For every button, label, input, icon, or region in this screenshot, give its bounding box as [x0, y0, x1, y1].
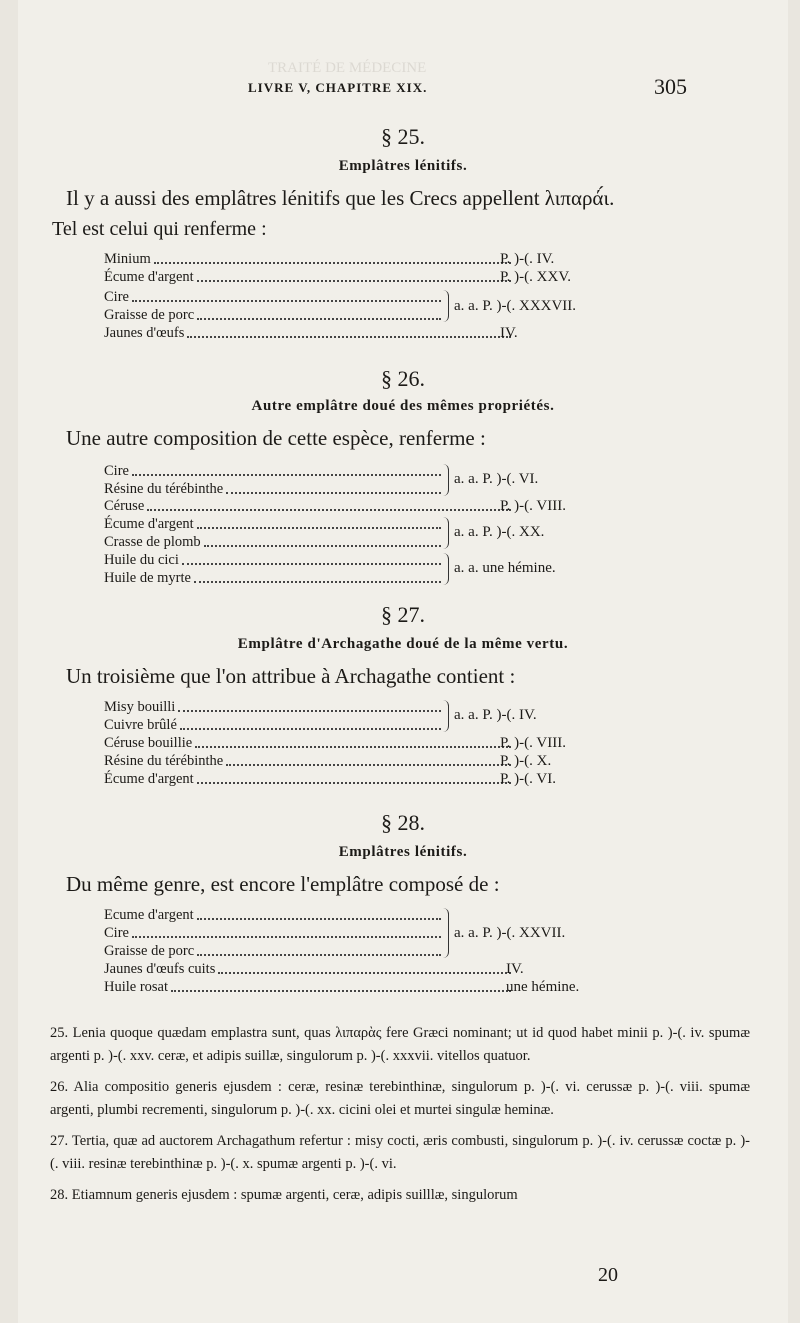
ingredient-quantity: P. )-(. X.	[500, 753, 552, 769]
ingredient-name: Cire	[104, 289, 129, 305]
latin-note: 26. Alia compositio generis ejusdem : ceræ, resinæ terebinthinæ, singulorum p. )-(. vi. cerussæ p. )-(. viii. spumæ argenti, plumbi recrementi, singulorum p. )-(. xx. cicini olei et murtei singulæ heminæ.	[50, 1079, 750, 1118]
ingredient-row	[104, 515, 444, 533]
ingredient-name: Huile du cici	[104, 552, 179, 568]
section-number: § 28.	[381, 810, 425, 835]
latin-note: 28. Etiamnum generis ejusdem : spumæ argenti, ceræ, adipis suilllæ, singulorum	[50, 1187, 518, 1203]
ingredient-quantity: P. )-(. VIII.	[500, 498, 566, 514]
ingredient-row	[104, 324, 514, 342]
ingredient-name: Écume d'argent	[104, 269, 194, 285]
section-intro: Du même genre, est encore l'emplâtre composé de :	[66, 872, 500, 896]
brace	[442, 290, 449, 322]
section-number: § 26.	[381, 366, 425, 391]
page-number: 305	[654, 74, 687, 99]
ingredient-name: Résine du térébinthe	[104, 753, 224, 769]
ingredient-row	[104, 533, 444, 551]
printer-signature: 20	[598, 1264, 618, 1286]
ingredient-row	[104, 734, 514, 752]
brace	[442, 464, 449, 496]
ingredient-name: Ecume d'argent	[104, 907, 194, 923]
section-intro: Il y a aussi des emplâtres lénitifs que les Crecs appellent λιπαρά́ι.	[66, 186, 615, 210]
ingredient-quantity: P. )-(. XXV.	[500, 269, 571, 285]
brace	[442, 700, 449, 732]
ingredient-row	[104, 978, 514, 996]
ingredient-row	[104, 698, 444, 716]
running-head: LIVRE V, CHAPITRE XIX.	[248, 80, 428, 95]
ingredient-name: Résine du térébinthe	[104, 481, 224, 497]
ingredient-name: Jaunes d'œufs	[104, 325, 185, 341]
ingredient-quantity: a. a. P. )-(. VI.	[454, 471, 539, 487]
ingredient-row	[104, 306, 444, 324]
ingredient-row	[104, 569, 444, 587]
ingredient-name: Misy bouilli	[104, 699, 176, 715]
ingredient-row	[104, 942, 444, 960]
ingredient-row	[104, 480, 444, 498]
section-intro: Une autre composition de cette espèce, renferme :	[66, 426, 486, 450]
ingredient-quantity: P. )-(. VIII.	[500, 735, 566, 751]
ingredient-row	[104, 497, 514, 515]
section-number: § 27.	[381, 602, 425, 627]
ingredient-row	[104, 716, 444, 734]
brace	[442, 908, 449, 958]
ingredient-row	[104, 770, 514, 788]
section-number: § 25.	[381, 124, 425, 149]
latin-notes	[50, 1022, 750, 1215]
ingredient-row	[104, 551, 444, 569]
ingredient-name: Cire	[104, 463, 129, 479]
ingredient-row	[104, 288, 444, 306]
section-title: Emplâtre d'Archagathe doué de la même vertu.	[237, 636, 569, 652]
ingredient-name: Céruse	[104, 498, 145, 514]
ingredient-name: Huile rosat	[104, 979, 169, 995]
ingredient-name: Graisse de porc	[104, 943, 195, 959]
ingredient-row	[104, 250, 514, 268]
ingredient-quantity: a. a. P. )-(. XXXVII.	[454, 298, 577, 314]
ingredient-row	[104, 906, 444, 924]
ingredient-name: Céruse bouillie	[104, 735, 193, 751]
ingredient-name: Cire	[104, 925, 129, 941]
ingredient-name: Minium	[104, 251, 151, 267]
ingredient-name: Écume d'argent	[104, 516, 194, 532]
ingredient-name: Cuivre brûlé	[104, 717, 177, 733]
bleed-through-text: TRAITÉ DE MÉDECINE	[268, 60, 427, 76]
page-header	[18, 74, 788, 102]
ingredient-quantity: a. a. P. )-(. XX.	[454, 524, 545, 540]
ingredient-name: Jaunes d'œufs cuits	[104, 961, 216, 977]
section-title: Emplâtres lénitifs.	[338, 844, 468, 860]
latin-note: 27. Tertia, quæ ad auctorem Archagathum refertur : misy cocti, æris combusti, singulorum p. )-(. iv. cerussæ coctæ p. )-(. viii. resinæ terebinthinæ p. )-(. x. spumæ argenti p. )-(. vi.	[50, 1133, 750, 1172]
ingredient-quantity: P. )-(. VI.	[500, 771, 556, 787]
ingredient-quantity: P. )-(. IV.	[500, 251, 555, 267]
ingredient-row	[104, 752, 514, 770]
ingredient-quantity: IV.	[500, 325, 518, 341]
ingredient-quantity: a. a. une hémine.	[454, 560, 556, 576]
ingredient-name: Graisse de porc	[104, 307, 195, 323]
ingredient-row	[104, 462, 444, 480]
section-intro: Tel est celui qui renferme :	[52, 218, 267, 240]
ingredient-name: Écume d'argent	[104, 771, 194, 787]
ingredient-name: Crasse de plomb	[104, 534, 201, 550]
section-title: Emplâtres lénitifs.	[338, 158, 468, 174]
brace	[442, 553, 449, 585]
ingredient-name: Huile de myrte	[104, 570, 191, 586]
ingredient-row	[104, 268, 514, 286]
book-page	[18, 0, 788, 1323]
section-intro: Un troisième que l'on attribue à Archagathe contient :	[66, 664, 516, 688]
brace	[442, 517, 449, 549]
ingredient-row	[104, 960, 514, 978]
ingredient-row	[104, 924, 444, 942]
latin-note: 25. Lenia quoque quædam emplastra sunt, quas λιπαρὰς fere Græci nominant; ut id quod habet minii p. )-(. iv. spumæ argenti p. )-(. xxv. ceræ, et adipis suillæ, singulorum p. )-(. xxxvii. vitellos quatuor.	[50, 1025, 750, 1064]
ingredient-quantity: IV.	[506, 961, 524, 977]
ingredient-quantity: a. a. P. )-(. IV.	[454, 707, 537, 723]
section-title: Autre emplâtre doué des mêmes propriétés.	[251, 398, 555, 414]
ingredient-quantity: une hémine.	[506, 979, 580, 995]
ingredient-quantity: a. a. P. )-(. XXVII.	[454, 925, 566, 941]
